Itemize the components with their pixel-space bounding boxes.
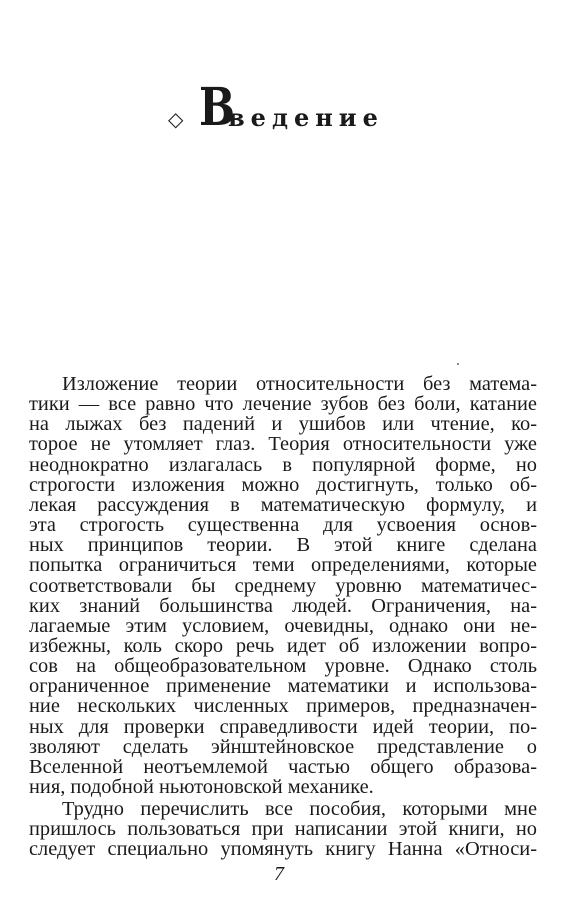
- chapter-title-rest: ведение: [228, 103, 384, 132]
- text-line: пришлось пользоваться при написании этой книги, но: [29, 818, 537, 841]
- text-line: ных принципов теории. В этой книге сделана: [29, 534, 537, 557]
- chapter-heading: [0, 78, 572, 138]
- chapter-title-initial: В: [199, 77, 236, 138]
- text-line: Вселенной неотъемлемой частью общего образова-: [29, 755, 537, 778]
- text-line: ных для проверки справедливости идей теории, по-: [29, 715, 537, 738]
- text-line: торое не утомляет глаз. Теория относительности уже: [29, 433, 537, 456]
- text-line: тики — все равно что лечение зубов без боли, катание: [29, 393, 537, 416]
- text-line: ограниченное применение математики и использова-: [29, 675, 537, 698]
- text-line: соответствовали бы среднему уровню математичес-: [29, 574, 537, 597]
- text-line: Изложение теории относительности без матема-: [62, 373, 537, 395]
- text-line: попытка ограничиться теми определениями, которые: [29, 554, 537, 577]
- text-line: ких знаний большинства людей. Ограничения, на-: [29, 594, 537, 617]
- text-line: Трудно перечислить все пособия, которыми мне: [62, 798, 537, 821]
- text-line: ния, подобной ньютоновской механике.: [29, 776, 374, 798]
- text-line: следует специально упомянуть книгу Нанна «Относи-: [29, 838, 537, 861]
- text-line: строгости изложения можно достигнуть, только об-: [29, 473, 537, 496]
- diamond-ornament-icon: ◇: [168, 107, 184, 131]
- page-number: 7: [274, 863, 284, 885]
- text-line: эта строгость существенна для усвоения основ-: [29, 514, 537, 536]
- text-line: на лыжах без падений и ушибов или чтение, ко-: [29, 413, 537, 436]
- text-line: лагаемые этим условием, очевидны, однако они не-: [29, 614, 537, 637]
- print-speck: [457, 363, 459, 365]
- text-line: зволяют сделать эйнштейновское представление о: [29, 735, 537, 758]
- text-line: сов на общеобразовательном уровне. Однако столь: [29, 655, 537, 678]
- text-line: ние нескольких численных примеров, предназначен-: [29, 695, 537, 718]
- text-line: избежны, коль скоро речь идет об изложении вопро-: [29, 634, 537, 657]
- text-line: лекая рассуждения в математическую формулу, и: [29, 493, 537, 516]
- text-line: неоднократно излагалась в популярной форме, но: [29, 453, 537, 476]
